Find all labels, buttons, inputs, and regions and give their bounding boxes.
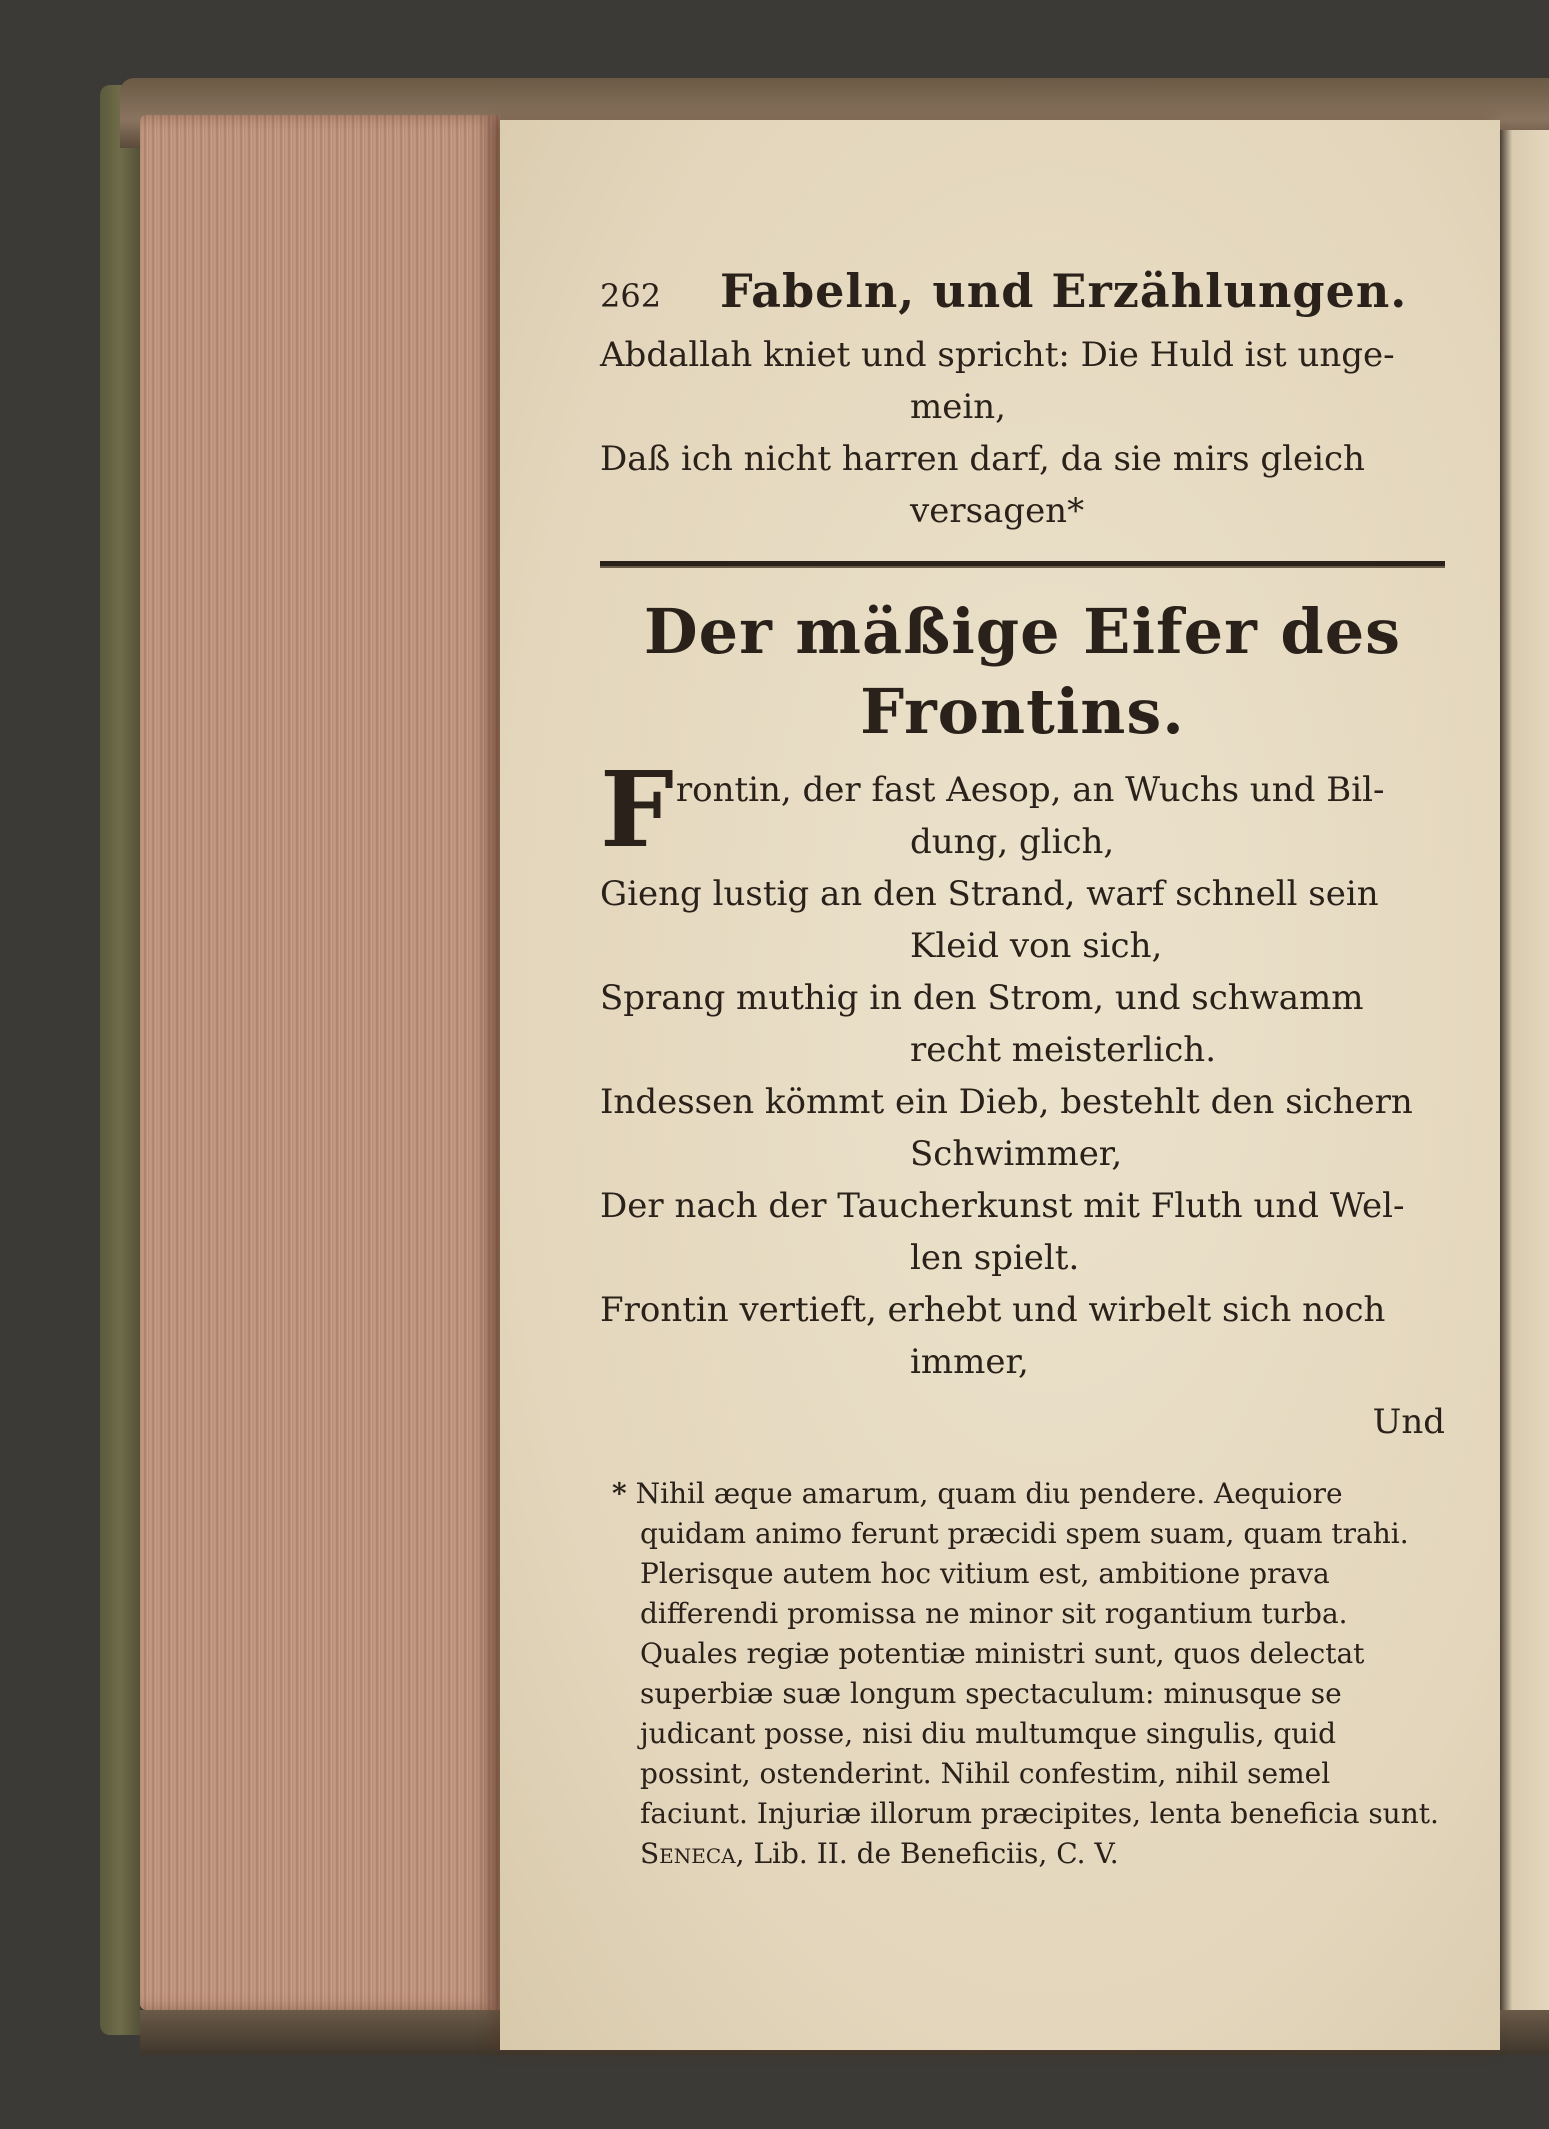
verse-line: Frontin vertieft, erhebt und wirbelt sich noch: [600, 1290, 1386, 1330]
verse-line-continuation: versagen*: [910, 491, 1085, 531]
footnote-text: Nihil æque amarum, quam diu pendere. Aequiore quidam animo ferunt præcidi spem suam, quam trahi. Plerisque autem hoc vitium est, ambitione prava differendi promissa ne minor sit rogantium turba. Quales regiæ potentiæ ministri sunt, quos delectat superbiæ suæ longum spectaculum: minusque se judicant posse, nisi diu multumque singulis, quid possint, ostenderint. Nihil confestim, nihil semel faciunt. Injuriæ illorum præcipites, lenta beneficia sunt.: [635, 1477, 1439, 1830]
footnote-source-author: Seneca: [640, 1837, 736, 1870]
verse-line: Daß ich nicht harren darf, da sie mirs gleich: [600, 439, 1365, 479]
footnote: [600, 1474, 1445, 1874]
verse-line: Gieng lustig an den Strand, warf schnell sein: [600, 874, 1379, 914]
footnote-source-ref: , Lib. II. de Beneficiis, C. V.: [735, 1837, 1119, 1870]
poem-title: Der mäßige Eifer des Frontins.: [643, 595, 1402, 748]
poem-body: [600, 748, 1445, 1388]
page-text: [600, 265, 1445, 1874]
facing-page-edge: [1500, 130, 1549, 2010]
catchword: Und: [1372, 1402, 1445, 1442]
footnote-mark: *: [612, 1477, 627, 1510]
verse-line-continuation: immer,: [910, 1342, 1029, 1382]
verse-line: rontin, der fast Aesop, an Wuchs und Bil-: [675, 770, 1385, 810]
book-cover-edge: [100, 85, 140, 2035]
verse-line-continuation: len spielt.: [910, 1238, 1080, 1278]
page-edges: [140, 115, 500, 2010]
verse-line: Der nach der Taucherkunst mit Fluth und Wel-: [600, 1186, 1405, 1226]
preceding-verse: [600, 329, 1445, 537]
verse-line-continuation: dung, glich,: [910, 822, 1115, 862]
section-divider: [600, 561, 1445, 566]
drop-cap: F: [600, 748, 674, 871]
verse-line: Sprang muthig in den Strom, und schwamm: [600, 978, 1364, 1018]
verse-line-continuation: Schwimmer,: [910, 1134, 1123, 1174]
verse-line: Indessen kömmt ein Dieb, bestehlt den sichern: [600, 1082, 1413, 1122]
verse-line-continuation: Kleid von sich,: [910, 926, 1163, 966]
verse-line-continuation: recht meisterlich.: [910, 1030, 1216, 1070]
page-header: [600, 265, 1445, 329]
verse-line-continuation: mein,: [910, 387, 1006, 427]
verse-line: Abdallah kniet und spricht: Die Huld ist unge-: [600, 335, 1395, 375]
page-number: 262: [600, 277, 662, 315]
running-title: Fabeln, und Erzählungen.: [720, 264, 1408, 318]
